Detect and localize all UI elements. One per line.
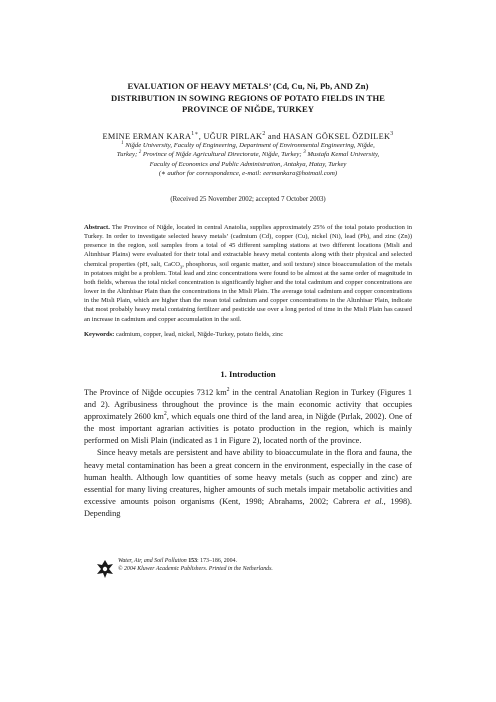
title-line-3: PROVINCE OF NIĞDE, TURKEY	[181, 104, 315, 114]
journal-footer	[96, 557, 356, 581]
body-text	[84, 387, 412, 520]
section-heading: 1. Introduction	[220, 369, 276, 379]
paragraph-1-sup-1: 2	[226, 387, 230, 394]
received-dates: (Received 25 November 2002; accepted 7 October 2003)	[170, 196, 326, 203]
copyright-line: © 2004 Kluwer Academic Publishers. Printed in the Netherlands.	[118, 566, 273, 573]
paragraph-2-etal: et al.	[364, 496, 384, 506]
title-line-2: DISTRIBUTION IN SOWING REGIONS OF POTATO FIELDS IN THE	[111, 92, 385, 103]
affiliation-line-2	[80, 150, 416, 159]
affiliation-marker-3: 3	[303, 150, 306, 156]
abstract-label: Abstract.	[84, 224, 110, 231]
affiliation-text-1: Niğde University, Faculty of Engineering, Department of Environmental Engineering, Niğde,	[123, 142, 375, 149]
author-3-marker: 3	[390, 131, 394, 138]
affiliation-line-3: Faculty of Economics and Public Administration, Antakya, Hatay, Turkey	[149, 160, 347, 168]
author-3: and HASAN GÖKSEL ÖZDILEK	[265, 132, 391, 141]
citation-line	[118, 557, 273, 565]
journal-pages: : 173–186, 2004.	[197, 558, 237, 564]
paragraph-2-text-b: , 1998). Depending	[84, 496, 412, 518]
affiliation-text-2b: Province of Niğde Agricultural Directorate, Niğde, Turkey;	[141, 151, 304, 159]
author-1-marker: 1∗	[191, 131, 199, 138]
abstract-text-2: , phosphorus, soil organic matter, and soil texture) since bioaccumulation of the metals in potatoes might be a problem. Total lead and zinc concentrations were found to be almost at the same order of magnitude in both fields, whereas the total nickel concentration is significantly higher and the total cadmium and copper concentrations are lower in the Altınhisar Plain than the concentrations in the Misli Plain. The average total cadmium and copper concentrations in the Misli Plain, which are higher than the mean total cadmium and copper concentrations in the Altınhisar Plain, indicate that most probably heavy metal containing fertilizer and pesticide use over a long period of time in the Misli Plain has caused an increase in cadmium and copper accumulation in the soil.	[84, 260, 412, 323]
keywords-text: cadmium, copper, lead, nickel, Niğde-Turkey, potato fields, zinc	[114, 331, 284, 338]
journal-volume: 153	[188, 558, 198, 564]
paragraph-2	[84, 447, 412, 520]
abstract	[84, 223, 412, 324]
affiliation-text-2c: Mustafa Kemal University,	[305, 151, 380, 159]
correspondence-line: (∗ author for correspondence, e-mail: eermankara@hotmail.com)	[158, 169, 338, 177]
affiliation-marker-2: 2	[138, 150, 142, 156]
affiliation-text-2a: Turkey;	[116, 151, 139, 159]
affiliation-line-1	[80, 141, 416, 150]
paragraph-1	[84, 387, 412, 447]
abstract-text-1: The Province of Niğde, located in central Anatolia, supplies approximately 25% of the total potato production in Turkey. In order to investigate selected heavy metals’ (cadmium (Cd), copper (Cu), nickel (Ni), lead (Pb), and zinc (Zn)) presence in the region, soil samples from a total of 45 different sampling stations at two different locations (Misli and Altınhisar Plains) were evaluated for their total and extractable heavy metal contents along with their physical and selected chemical properties (pH, salt, CaCO	[84, 224, 412, 268]
author-2: , UĞUR PIRLAK	[198, 132, 263, 141]
title-line-1: EVALUATION OF HEAVY METALS’ (Cd, Cu, Ni, Pb, AND Zn)	[127, 81, 369, 91]
footer-text	[118, 557, 273, 574]
paragraph-1-text-c: , which equals one third of the land area, in Niğde (Pırlak, 2002). One of the most important agrarian activities is potato production in the region, which is mainly performed on Misli Plain (indicated as 1 in Figure 2), located north of the province.	[84, 412, 412, 446]
journal-name: Water, Air, and Soil Pollution	[118, 558, 189, 564]
paragraph-1-sup-2: 2	[163, 411, 167, 418]
author-2-marker: 2	[262, 131, 266, 138]
keywords-label: Keywords:	[84, 331, 115, 338]
affiliations	[80, 141, 416, 178]
paper-title	[80, 81, 416, 116]
paragraph-2-text-a: Since heavy metals are persistent and have ability to bioaccumulate in the flora and fauna, the heavy metal contamination has been a great concern in the environment, especially in the case of human health. Although low quantities of some heavy metals (such as copper and zinc) are essential for many living creatures, higher amounts of such metals impair metabolic activities and excessive amounts poison organisms (Kent, 1998; Abrahams, 2002; Cabrera	[84, 448, 412, 506]
kluwer-logo-icon	[96, 559, 114, 579]
affiliation-marker-1: 1	[121, 140, 124, 146]
author-1: EMINE ERMAN KARA	[102, 132, 192, 141]
paragraph-1-text-a: The Province of Niğde occupies 7312 km	[84, 388, 227, 397]
abstract-subscript: 3	[180, 263, 183, 269]
keywords	[84, 330, 412, 339]
paragraph-1-text-b: in the central Anatolian Region in Turkey (Figures 1 and 2). Agribusiness throughout the province is the main economic activity that occupies approximately 2600 km	[84, 388, 412, 422]
